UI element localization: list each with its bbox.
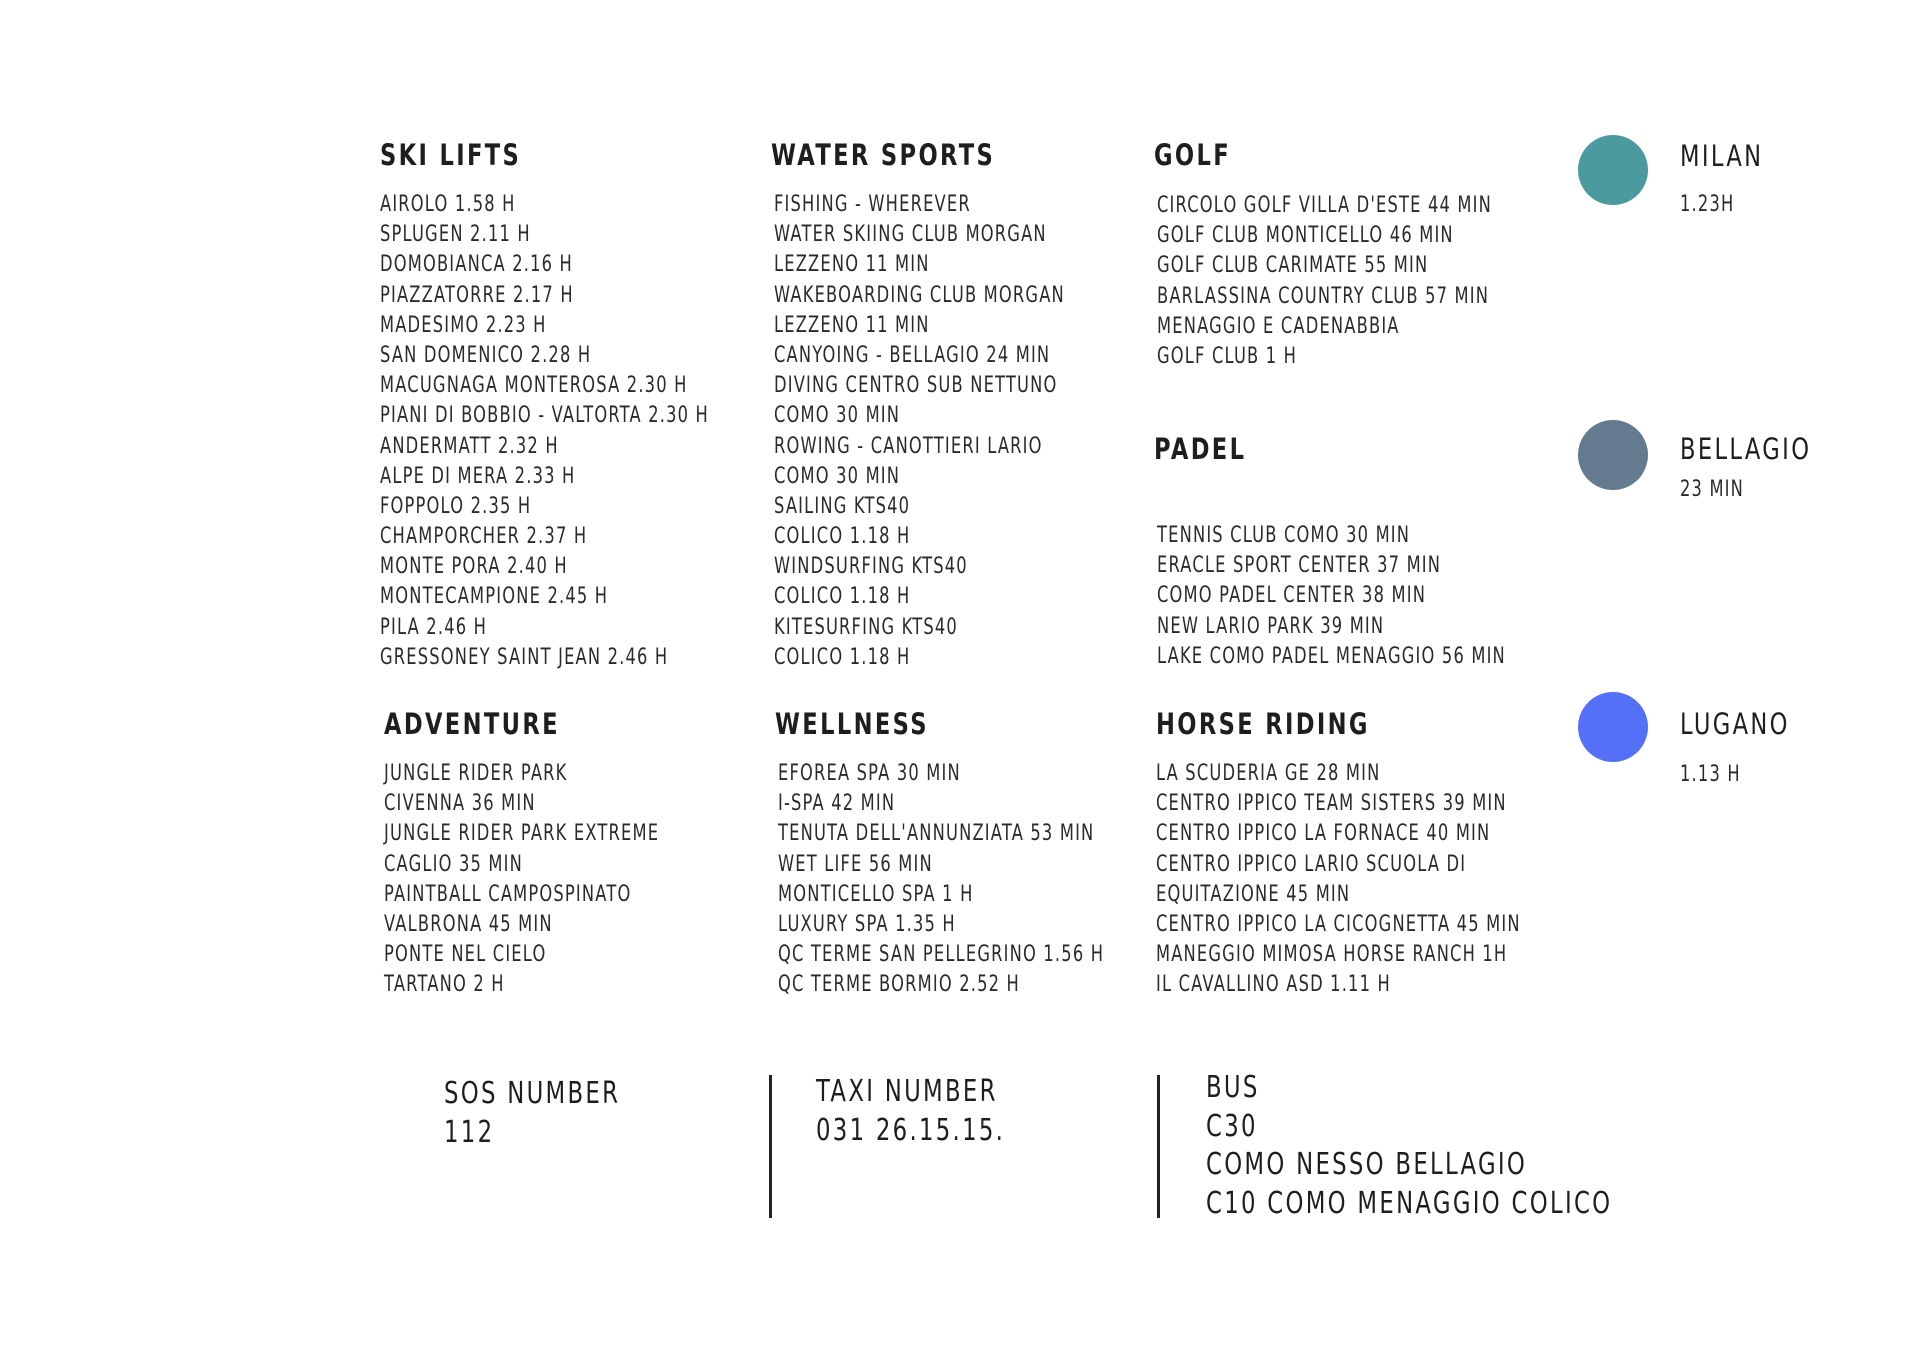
list-item: VALBRONA 45 MIN	[384, 911, 553, 937]
list-item: AIROLO 1.58 H	[380, 192, 516, 217]
padel-list	[1157, 521, 1629, 672]
list-item: PIANI DI BOBBIO - VALTORTA 2.30 H	[380, 403, 709, 429]
list-item: NEW LARIO PARK 39 MIN	[1157, 613, 1385, 639]
taxi-number[interactable]: 031 26.15.15.	[816, 1112, 1006, 1148]
bus-line-3: COMO NESSO BELLAGIO	[1206, 1147, 1528, 1182]
taxi-block	[816, 1073, 1065, 1150]
lugano-name: LUGANO	[1680, 707, 1790, 741]
list-item: QC TERME SAN PELLEGRINO 1.56 H	[778, 942, 1105, 968]
list-item: LAKE COMO PADEL MENAGGIO 56 MIN	[1157, 643, 1506, 669]
contact-divider-2	[1157, 1075, 1160, 1218]
list-item: EFOREA SPA 30 MIN	[778, 761, 961, 786]
sos-label: SOS NUMBER	[444, 1076, 621, 1111]
list-item: ROWING - CANOTTIERI LARIO	[774, 433, 1043, 459]
bellagio-name: BELLAGIO	[1680, 432, 1812, 466]
list-item: SAILING KTS40	[774, 493, 911, 519]
milan-name: MILAN	[1680, 139, 1764, 173]
list-item: WAKEBOARDING CLUB MORGAN	[774, 282, 1065, 308]
wellness-list	[778, 759, 1219, 1001]
list-item: PIAZZATORRE 2.17 H	[380, 282, 574, 308]
sos-number[interactable]: 112	[444, 1114, 495, 1150]
lugano-time: 1.13 H	[1680, 762, 1741, 787]
list-item: FOPPOLO 2.35 H	[380, 493, 532, 519]
list-item: LEZZENO 11 MIN	[774, 252, 930, 278]
list-item: COMO 30 MIN	[774, 403, 901, 429]
sos-block	[444, 1075, 676, 1152]
list-item: COLICO 1.18 H	[774, 584, 911, 610]
list-item: MADESIMO 2.23 H	[380, 312, 547, 338]
list-item: BARLASSINA COUNTRY CLUB 57 MIN	[1157, 283, 1490, 309]
list-item: IL CAVALLINO ASD 1.11 H	[1156, 972, 1391, 998]
list-item: EQUITAZIONE 45 MIN	[1156, 881, 1351, 907]
list-item: QC TERME BORMIO 2.52 H	[778, 972, 1020, 998]
list-item: FISHING - WHEREVER	[774, 192, 971, 217]
list-item: CENTRO IPPICO LA CICOGNETTA 45 MIN	[1156, 911, 1521, 937]
list-item: CIRCOLO GOLF VILLA D'ESTE 44 MIN	[1157, 193, 1492, 218]
bellagio-dot	[1578, 420, 1648, 490]
list-item: MONTE PORA 2.40 H	[380, 554, 568, 580]
list-item: TARTANO 2 H	[384, 972, 505, 998]
water-sports-list	[774, 190, 1167, 673]
list-item: COMO PADEL CENTER 38 MIN	[1157, 583, 1427, 609]
list-item: GRESSONEY SAINT JEAN 2.46 H	[380, 644, 669, 670]
wellness-heading: WELLNESS	[775, 707, 929, 741]
taxi-label: TAXI NUMBER	[816, 1074, 998, 1109]
list-item: GOLF CLUB 1 H	[1157, 343, 1298, 369]
list-item: COLICO 1.18 H	[774, 524, 911, 550]
ski-lifts-list	[380, 190, 825, 673]
list-item: CENTRO IPPICO TEAM SISTERS 39 MIN	[1156, 791, 1507, 817]
adventure-list	[384, 759, 756, 1001]
list-item: PONTE NEL CIELO	[384, 942, 547, 968]
list-item: CANYOING - BELLAGIO 24 MIN	[774, 342, 1051, 368]
horse-riding-list	[1156, 759, 1649, 1001]
list-item: DOMOBIANCA 2.16 H	[380, 252, 573, 278]
bus-block	[1206, 1069, 1741, 1223]
list-item: MENAGGIO E CADENABBIA	[1157, 313, 1400, 339]
list-item: I-SPA 42 MIN	[778, 791, 896, 817]
list-item: GOLF CLUB MONTICELLO 46 MIN	[1157, 223, 1454, 249]
golf-heading: GOLF	[1154, 138, 1232, 172]
list-item: MONTECAMPIONE 2.45 H	[380, 584, 609, 610]
list-item: COLICO 1.18 H	[774, 644, 911, 670]
list-item: LA SCUDERIA GE 28 MIN	[1156, 761, 1381, 786]
list-item: WINDSURFING KTS40	[774, 554, 968, 580]
list-item: CENTRO IPPICO LARIO SCUOLA DI	[1156, 851, 1467, 877]
list-item: ANDERMATT 2.32 H	[380, 433, 559, 459]
lugano-dot	[1578, 692, 1648, 762]
list-item: MANEGGIO MIMOSA HORSE RANCH 1H	[1156, 942, 1508, 968]
list-item: TENNIS CLUB COMO 30 MIN	[1157, 523, 1411, 548]
bus-line-1: BUS	[1206, 1070, 1260, 1105]
list-item: CIVENNA 36 MIN	[384, 791, 536, 817]
list-item: PILA 2.46 H	[380, 614, 488, 640]
list-item: JUNGLE RIDER PARK	[384, 761, 568, 786]
list-item: ERACLE SPORT CENTER 37 MIN	[1157, 553, 1442, 579]
list-item: COMO 30 MIN	[774, 463, 901, 489]
list-item: JUNGLE RIDER PARK EXTREME	[384, 821, 660, 847]
ski-lifts-heading: SKI LIFTS	[380, 138, 522, 172]
list-item: ALPE DI MERA 2.33 H	[380, 463, 576, 489]
list-item: WET LIFE 56 MIN	[778, 851, 933, 877]
bellagio-time: 23 MIN	[1680, 477, 1745, 502]
contact-divider-1	[769, 1075, 772, 1218]
list-item: SAN DOMENICO 2.28 H	[380, 342, 592, 368]
list-item: KITESURFING KTS40	[774, 614, 958, 640]
list-item: DIVING CENTRO SUB NETTUNO	[774, 373, 1058, 399]
list-item: CENTRO IPPICO LA FORNACE 40 MIN	[1156, 821, 1491, 847]
list-item: MACUGNAGA MONTEROSA 2.30 H	[380, 373, 688, 399]
milan-dot	[1578, 135, 1648, 205]
water-sports-heading: WATER SPORTS	[771, 138, 996, 172]
bus-line-2: C30	[1206, 1108, 1258, 1144]
padel-heading: PADEL	[1154, 432, 1247, 466]
list-item: LUXURY SPA 1.35 H	[778, 911, 956, 937]
horse-riding-heading: HORSE RIDING	[1156, 707, 1370, 741]
list-item: WATER SKIING CLUB MORGAN	[774, 222, 1047, 248]
list-item: CAGLIO 35 MIN	[384, 851, 524, 877]
milan-time: 1.23H	[1680, 192, 1735, 217]
golf-list	[1157, 191, 1610, 372]
list-item: MONTICELLO SPA 1 H	[778, 881, 974, 907]
list-item: SPLUGEN 2.11 H	[380, 222, 531, 248]
adventure-heading: ADVENTURE	[384, 707, 560, 741]
list-item: TENUTA DELL'ANNUNZIATA 53 MIN	[778, 821, 1095, 847]
bus-line-4: C10 COMO MENAGGIO COLICO	[1206, 1185, 1613, 1221]
list-item: CHAMPORCHER 2.37 H	[380, 524, 588, 550]
list-item: PAINTBALL CAMPOSPINATO	[384, 881, 632, 907]
list-item: GOLF CLUB CARIMATE 55 MIN	[1157, 253, 1429, 279]
list-item: LEZZENO 11 MIN	[774, 312, 930, 338]
